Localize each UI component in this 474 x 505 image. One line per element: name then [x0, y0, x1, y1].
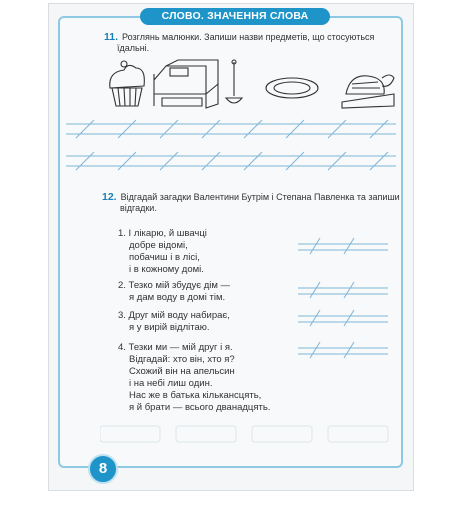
- riddle-4-line: Відгадай: хто він, хто я?: [129, 354, 235, 365]
- riddle-4-line: Схожий він на апельсин: [129, 366, 235, 377]
- cupcake-icon: [110, 61, 145, 106]
- riddle-2: [118, 280, 230, 304]
- riddle-2-line: я дам воду в домі тім.: [129, 292, 226, 303]
- riddle-4: [118, 342, 270, 414]
- task-11-text-line1: Розглянь малюнки. Запиши назви предметів, що стосуються: [122, 32, 375, 42]
- faint-bottom-boxes: [100, 424, 390, 444]
- answer-line-4[interactable]: [298, 340, 388, 360]
- page-number: 8: [88, 454, 118, 484]
- riddle-1-line: 1. І лікарю, й швачці: [118, 228, 207, 239]
- riddle-4-line: і на небі лиш один.: [129, 378, 213, 389]
- answer-line-1[interactable]: [298, 236, 388, 256]
- answer-line-2[interactable]: [298, 280, 388, 300]
- riddle-3-line: я у вирій відлітаю.: [129, 322, 210, 333]
- riddle-3-line: 3. Друг мій воду набирає,: [118, 310, 230, 321]
- riddle-4-line: Нас же в батька кількансцять,: [129, 390, 262, 401]
- bread-icon: [342, 75, 394, 108]
- riddle-1-line: добре відомі,: [129, 240, 188, 251]
- answer-line-3[interactable]: [298, 308, 388, 328]
- riddle-1-line: і в кожному домі.: [129, 264, 204, 275]
- task-12-instruction: [102, 192, 402, 214]
- task-11-text-line2: їдальні.: [117, 43, 150, 53]
- riddle-1-line: побачиш і в лісі,: [129, 252, 200, 263]
- riddle-1: [118, 228, 207, 276]
- riddle-4-line: 4. Тезки ми — мій друг і я.: [118, 342, 233, 353]
- task-11-writing-lines: [66, 118, 396, 180]
- bed-icon: [154, 60, 218, 108]
- riddle-3: [118, 310, 230, 334]
- riddle-2-line: 2. Тезко мій збудує дім —: [118, 280, 231, 291]
- plate-icon: [266, 78, 318, 98]
- task-12-text-line1: Відгадай загадки Валентини Бутрім і Степана Павленка та запиши: [120, 192, 400, 202]
- ladle-icon: [226, 60, 242, 103]
- task-12-text-line2: відгадки.: [120, 203, 157, 213]
- riddle-4-line: я й брати — всього дванадцять.: [129, 402, 271, 413]
- task-11-number: 11.: [104, 31, 119, 43]
- task-12-number: 12.: [102, 191, 117, 203]
- task-11-instruction: [104, 32, 394, 54]
- task-11-pictures: [106, 58, 396, 110]
- page-title: СЛОВО. ЗНАЧЕННЯ СЛОВА: [140, 8, 330, 25]
